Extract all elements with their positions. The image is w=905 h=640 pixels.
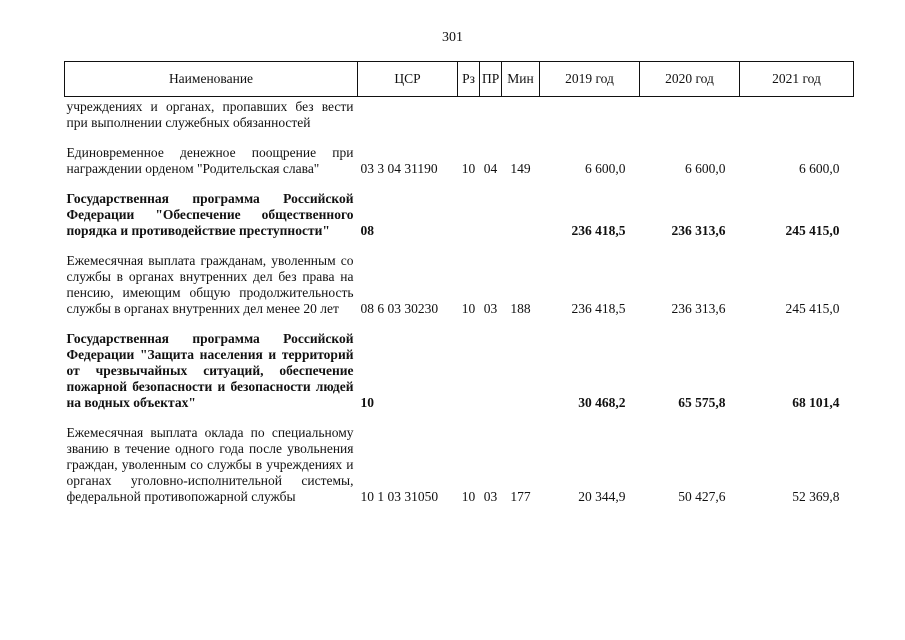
- row-csr: [358, 97, 458, 132]
- page-number: 301: [442, 30, 463, 45]
- table-row: [65, 253, 854, 317]
- row-pr: 04: [483, 161, 498, 176]
- row-min: 177: [510, 489, 531, 504]
- row-csr: 10: [360, 395, 374, 410]
- row-2021: 245 415,0: [785, 301, 840, 316]
- table-row: [65, 97, 854, 132]
- row-rz: [458, 97, 480, 132]
- row-pr: [480, 97, 502, 132]
- row-rz: 10: [461, 301, 476, 316]
- row-2021: 6 600,0: [799, 161, 840, 176]
- row-pr: 03: [483, 301, 498, 316]
- row-rz: [458, 331, 480, 411]
- table-row: [65, 425, 854, 505]
- row-spacer: [65, 239, 854, 253]
- header-2020: 2020 год: [640, 62, 740, 97]
- row-csr: 08 6 03 30230: [360, 301, 439, 316]
- row-spacer: [65, 317, 854, 331]
- row-2020: 236 313,6: [671, 301, 726, 316]
- row-csr: 03 3 04 31190: [360, 161, 438, 176]
- row-name: Государственная программа Российской Федерации "Обеспечение общественного порядка и противодействие преступности": [66, 191, 354, 238]
- row-2019: 236 418,5: [571, 223, 626, 238]
- header-name: Наименование: [65, 62, 358, 97]
- row-name: Ежемесячная выплата оклада по специальному званию в течение одного года после увольнения граждан, уволенным со службы в учреждениях и органах уголовно-исполнительной системы, федеральной противопожарной службы: [66, 425, 354, 504]
- row-csr: 08: [360, 223, 374, 238]
- row-pr: 03: [483, 489, 498, 504]
- row-min: [502, 191, 540, 239]
- row-2021: 245 415,0: [785, 223, 840, 238]
- row-csr: 10 1 03 31050: [360, 489, 439, 504]
- row-name: Ежемесячная выплата гражданам, уволенным со службы в органах внутренних дел без права на пенсию, имеющим общую продолжительность службы в органах внутренних дел менее 20 лет: [66, 253, 354, 316]
- row-2019: 236 418,5: [571, 301, 626, 316]
- budget-table: [64, 61, 854, 505]
- table-row: [65, 331, 854, 411]
- row-2019: 30 468,2: [578, 395, 626, 410]
- row-pr: [480, 191, 502, 239]
- header-csr: ЦСР: [358, 62, 458, 97]
- table-header-row: [65, 62, 854, 97]
- row-2019: [540, 97, 640, 132]
- row-2020: 65 575,8: [678, 395, 726, 410]
- row-pr: [480, 331, 502, 411]
- row-name: Единовременное денежное поощрение при награждении орденом "Родительская слава": [66, 145, 354, 176]
- table-row: [65, 145, 854, 177]
- table-row: [65, 191, 854, 239]
- row-2021: 52 369,8: [792, 489, 840, 504]
- row-rz: 10: [461, 489, 476, 504]
- row-2019: 6 600,0: [585, 161, 626, 176]
- row-name: Государственная программа Российской Федерации "Защита населения и территорий от чрезвычайных ситуаций, обеспечение пожарной безопасности и безопасности людей на водных объектах": [66, 331, 354, 410]
- row-2020: 236 313,6: [671, 223, 726, 238]
- row-min: 188: [510, 301, 531, 316]
- row-spacer: [65, 177, 854, 191]
- row-2021: [740, 97, 854, 132]
- header-2019: 2019 год: [540, 62, 640, 97]
- row-min: 149: [510, 161, 531, 176]
- row-min: [502, 331, 540, 411]
- row-2020: 6 600,0: [685, 161, 726, 176]
- row-2020: [640, 97, 740, 132]
- row-min: [502, 97, 540, 132]
- header-rz: Рз: [458, 62, 480, 97]
- header-2021: 2021 год: [740, 62, 854, 97]
- row-spacer: [65, 131, 854, 145]
- row-rz: [458, 191, 480, 239]
- header-pr: ПР: [480, 62, 502, 97]
- row-rz: 10: [461, 161, 476, 176]
- row-2021: 68 101,4: [792, 395, 840, 410]
- row-2020: 50 427,6: [678, 489, 726, 504]
- row-spacer: [65, 411, 854, 425]
- header-min: Мин: [502, 62, 540, 97]
- row-2019: 20 344,9: [578, 489, 626, 504]
- row-name: учреждениях и органах, пропавших без вести при выполнении служебных обязанностей: [66, 99, 354, 130]
